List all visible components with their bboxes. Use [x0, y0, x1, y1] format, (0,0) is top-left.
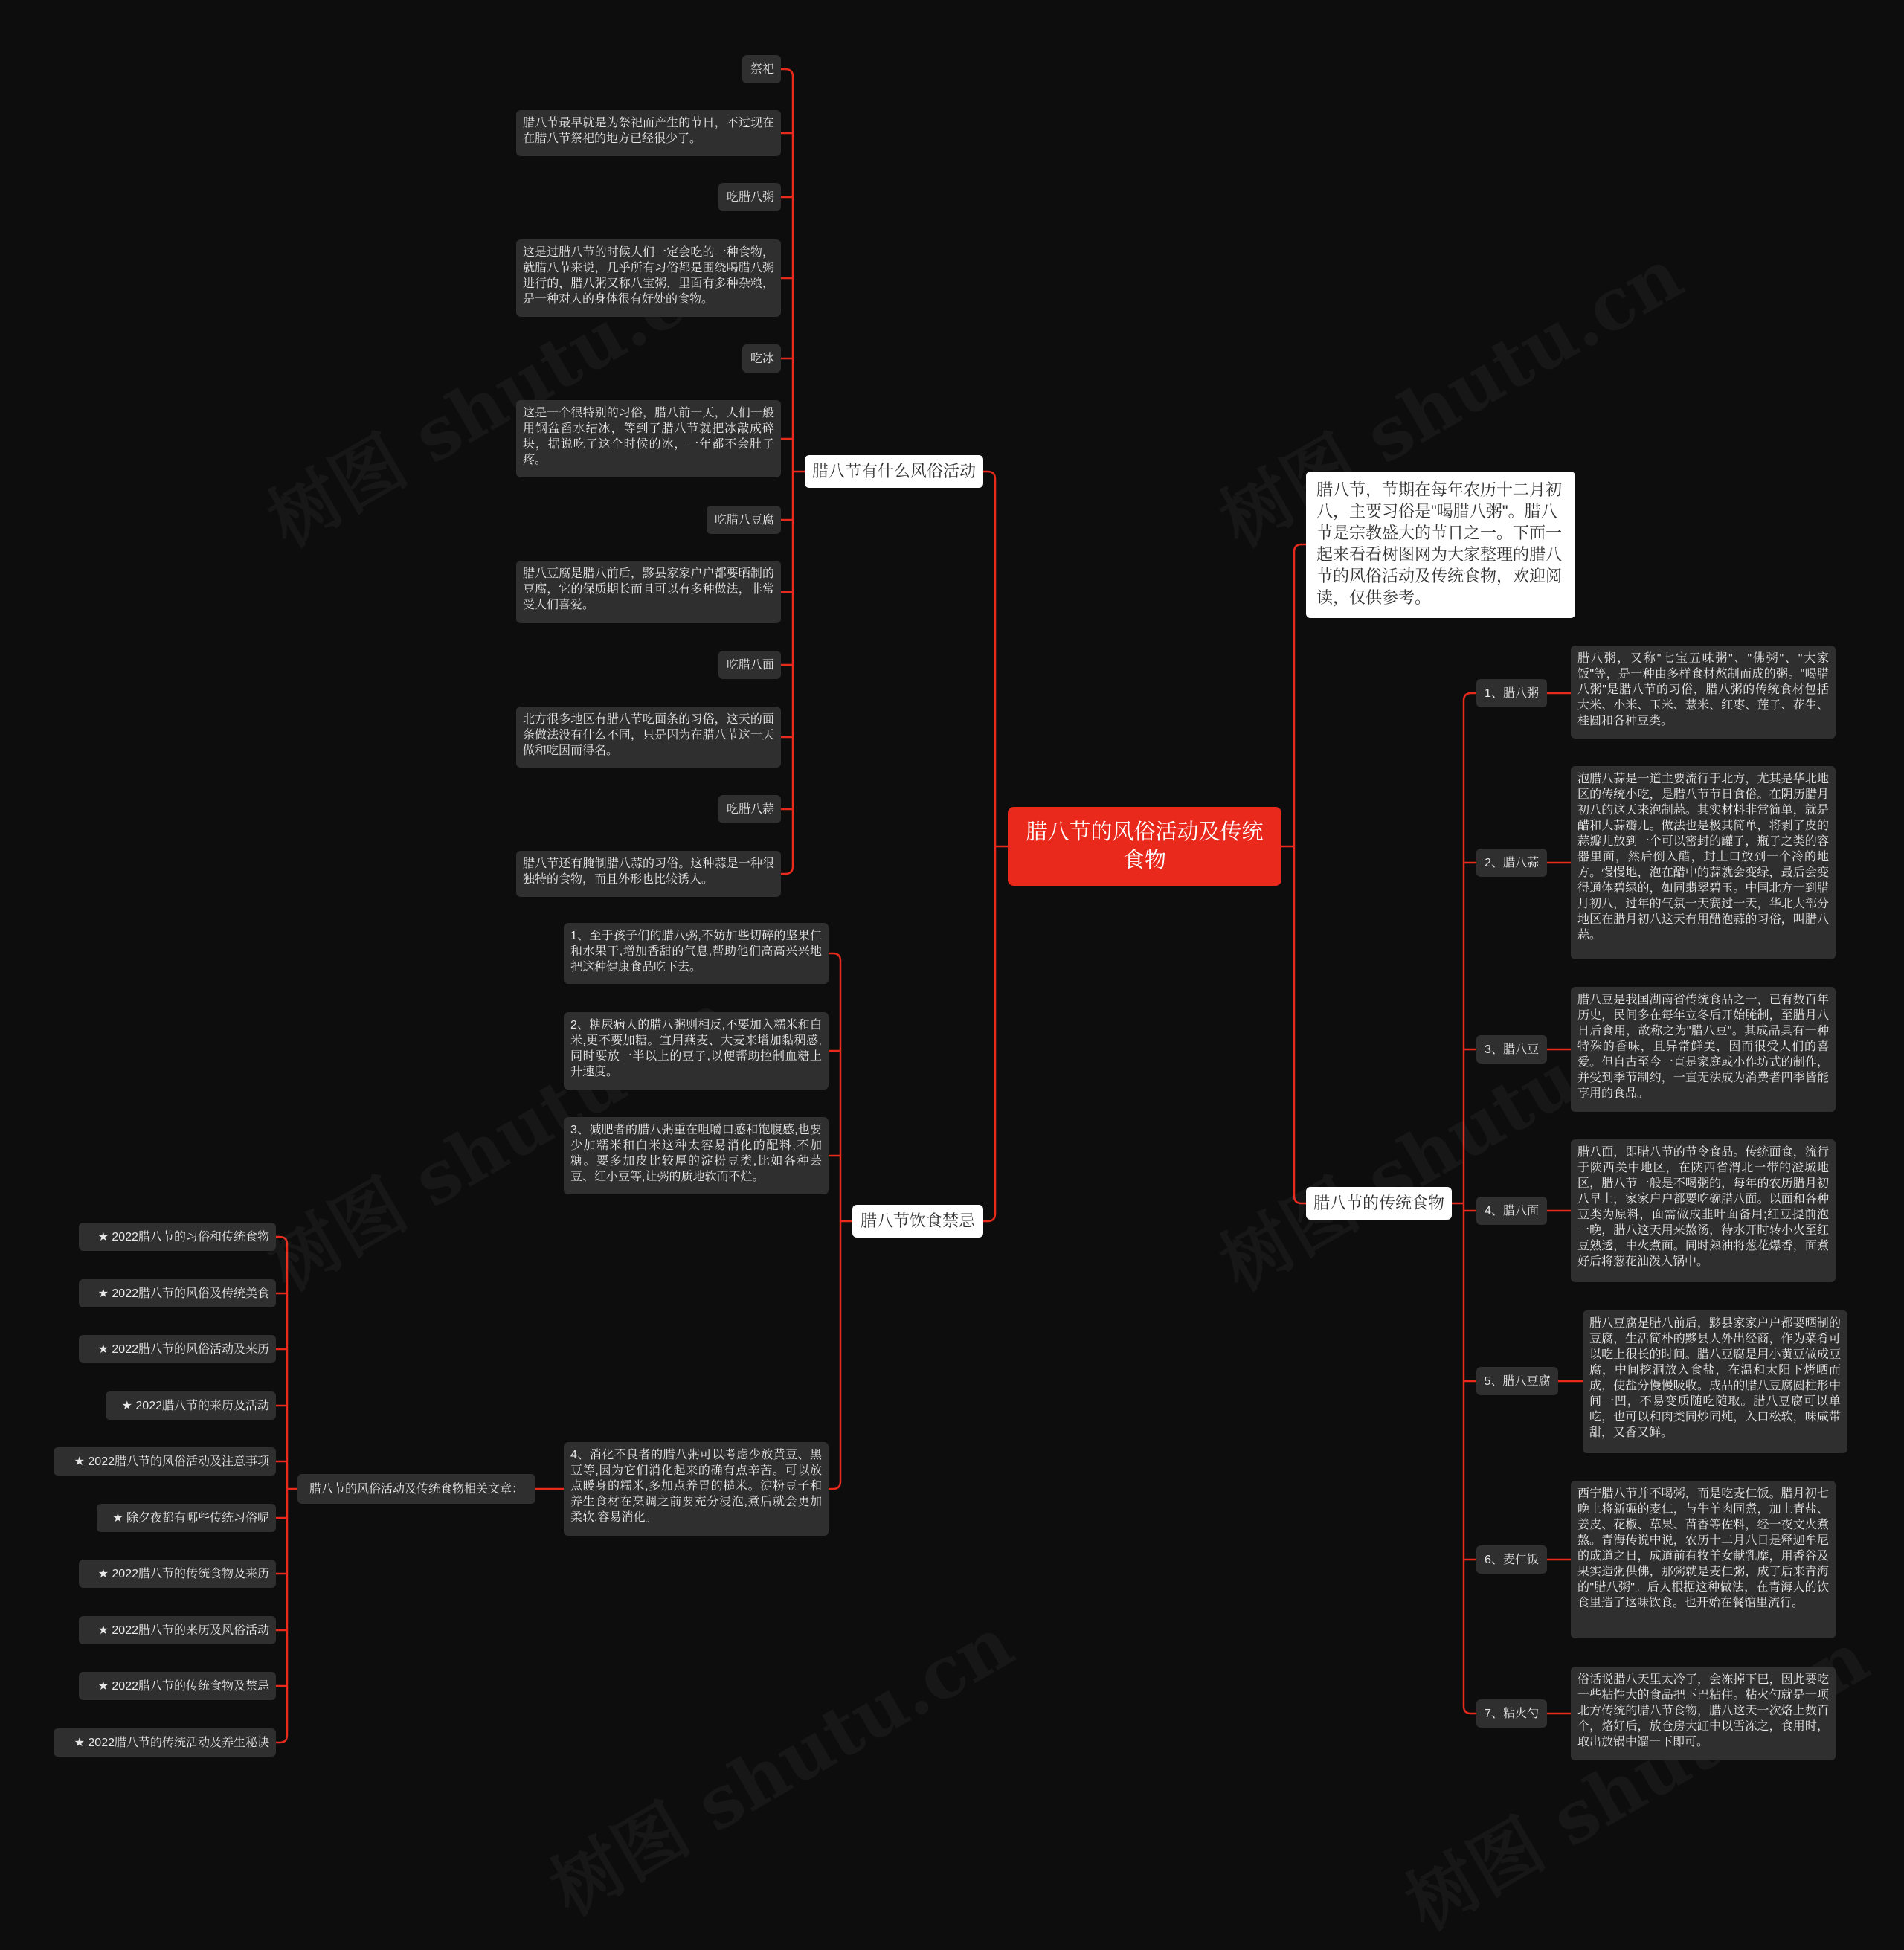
custom-item-garlic[interactable]: 吃腊八蒜 [718, 795, 781, 823]
related-articles-title[interactable]: 腊八节的风俗活动及传统食物相关文章： [298, 1474, 536, 1504]
connector [983, 1214, 995, 1221]
related-article-link[interactable]: ★ 2022腊八节的传统活动及养生秘诀 [54, 1728, 276, 1757]
intro-node[interactable]: 腊八节，节期在每年农历十二月初八，主要习俗是"喝腊八粥"。腊八节是宗教盛大的节日之一。下面一起来看看树图网为大家整理的腊八节的风俗活动及传统食物，欢迎阅读，仅供参考。 [1306, 472, 1575, 618]
custom-item-porridge[interactable]: 吃腊八粥 [718, 183, 781, 211]
connector [1294, 544, 1306, 552]
taboo-item-diet[interactable]: 3、减肥者的腊八粥重在咀嚼口感和饱腹感,也要少加糯米和白米这种太容易消化的配料,不加糖。要多加皮比较厚的淀粉豆类,比如各种芸豆、红小豆等,让粥的质地软而不烂。 [564, 1117, 829, 1194]
custom-item-porridge-desc[interactable]: 这是过腊八节的时候人们一定会吃的一种食物，就腊八节来说，几乎所有习俗都是围绕喝腊八粥进行的，腊八粥又称八宝粥，里面有多种杂粮，是一种对人的身体很有好处的食物。 [516, 239, 781, 317]
branch-foods[interactable]: 腊八节的传统食物 [1306, 1187, 1452, 1220]
food-label-fire-spoon[interactable]: 7、粘火勺 [1476, 1699, 1547, 1728]
root-node[interactable]: 腊八节的风俗活动及传统食物 [1008, 807, 1281, 886]
connector [829, 953, 840, 961]
food-desc-fire-spoon[interactable]: 俗话说腊八天里太冷了，会冻掉下巴，因此要吃一些粘性大的食品把下巴粘住。粘火勺就是一项北方传统的腊八节食物，腊八这天一次烙上数百个，烙好后，放仓房大缸中以雪冻之，食用时，取出放锅中馏一下即可。 [1571, 1667, 1836, 1760]
taboo-item-indigestion[interactable]: 4、消化不良者的腊八粥可以考虑少放黄豆、黑豆等,因为它们消化起来的确有点辛苦。可以放点暖身的糯米,多加点养胃的糙米。淀粉豆子和养生食材在烹调之前要充分浸泡,煮后就会更加柔软,容易消化。 [564, 1442, 829, 1536]
food-label-beans[interactable]: 3、腊八豆 [1476, 1035, 1547, 1064]
custom-item-tofu[interactable]: 吃腊八豆腐 [707, 506, 781, 534]
related-article-link[interactable]: ★ 2022腊八节的习俗和传统食物 [79, 1223, 276, 1251]
food-label-wheat-rice[interactable]: 6、麦仁饭 [1476, 1545, 1547, 1574]
custom-item-noodles[interactable]: 吃腊八面 [718, 651, 781, 679]
related-article-link[interactable]: ★ 除夕夜都有哪些传统习俗呢 [97, 1504, 276, 1532]
related-article-link[interactable]: ★ 2022腊八节的风俗活动及注意事项 [54, 1447, 276, 1476]
custom-item-garlic-desc[interactable]: 腊八节还有腌制腊八蒜的习俗。这种蒜是一种很独特的食物，而且外形也比较诱人。 [516, 851, 781, 897]
food-desc-beans[interactable]: 腊八豆是我国湖南省传统食品之一，已有数百年历史，民间多在每年立冬后开始腌制，至腊月八日后食用，故称之为"腊八豆"。其成品具有一种特殊的香味，且异常鲜美，因而很受人们的喜爱。但自古至今一直是家庭或小作坊式的制作，并受到季节制约，一直无法成为消费者四季皆能享用的食品。 [1571, 987, 1836, 1112]
branch-taboos[interactable]: 腊八节饮食禁忌 [852, 1205, 983, 1238]
food-label-porridge[interactable]: 1、腊八粥 [1476, 679, 1547, 707]
connector [983, 472, 995, 479]
custom-item-sacrifice-desc[interactable]: 腊八节最早就是为祭祀而产生的节日，不过现在在腊八节祭祀的地方已经很少了。 [516, 110, 781, 156]
related-article-link[interactable]: ★ 2022腊八节的来历及风俗活动 [79, 1616, 276, 1644]
custom-item-tofu-desc[interactable]: 腊八豆腐是腊八前后，黟县家家户户都要晒制的豆腐，它的保质期长而且可以有多种做法，非常受人们喜爱。 [516, 561, 781, 623]
connector [276, 1735, 287, 1743]
food-desc-wheat-rice[interactable]: 西宁腊八节并不喝粥，而是吃麦仁饭。腊月初七晚上将新碾的麦仁，与牛羊肉同煮，加上青盐、姜皮、花椒、草果、苗香等佐料，经一夜文火煮熬。青海传说中说，农历十二月八日是释迦牟尼的成道之日，成道前有牧羊女献乳糜，用香谷及果实造粥供佛，那粥就是麦仁粥，成了后来青海的"腊八粥"。后人根据这种做法，在青海人的饮食里造了这味饮食。也开始在餐馆里流行。 [1571, 1481, 1836, 1638]
connector [829, 1481, 840, 1489]
related-article-link[interactable]: ★ 2022腊八节的传统食物及禁忌 [79, 1672, 276, 1700]
connector [781, 69, 793, 77]
branch-customs[interactable]: 腊八节有什么风俗活动 [805, 455, 983, 488]
food-desc-garlic[interactable]: 泡腊八蒜是一道主要流行于北方，尤其是华北地区的传统小吃，是腊八节节日食俗。在阴历腊月初八的这天来泡制蒜。其实材料非常简单，就是醋和大蒜瓣儿。做法也是极其简单，将剥了皮的蒜瓣儿放到一个可以密封的罐子，瓶子之类的容器里面，然后倒入醋，封上口放到一个冷的地方。慢慢地，泡在醋中的蒜就会变绿，最后会变得通体碧绿的，如同翡翠碧玉。中国北方一到腊月初八，过年的气氛一天赛过一天，华北大部分地区在腊月初八这天有用醋泡蒜的习俗，叫腊八蒜。 [1571, 766, 1836, 959]
connector [1464, 693, 1476, 701]
food-desc-noodles[interactable]: 腊八面，即腊八节的节令食品。传统面食，流行于陕西关中地区，在陕西省渭北一带的澄城地区，腊八节一般是不喝粥的，每年的农历腊月初八早上，家家户户都要吃碗腊八面。以面和各种豆类为原料，面需做成韭叶面备用;红豆提前泡一晚，腊八这天用来熬汤，待水开时转小火至红豆熟透，中火煮面。同时熟油将葱花爆香，面煮好后将葱花油泼入锅中。 [1571, 1139, 1836, 1282]
food-desc-tofu[interactable]: 腊八豆腐是腊八前后，黟县家家户户都要晒制的豆腐，生活简朴的黟县人外出经商，作为菜肴可以吃上很长的时间。腊八豆腐是用小黄豆做成豆腐，中间挖洞放入食盐，在温和太阳下烤晒而成，使盐分慢慢吸收。成品的腊八豆腐圆柱形中间一凹，不易变质随吃随取。腊八豆腐可以单吃，也可以和肉类同炒同炖，入口松软，味咸带甜，又香又鲜。 [1583, 1310, 1847, 1453]
taboo-item-children[interactable]: 1、至于孩子们的腊八粥,不妨加些切碎的坚果仁和水果干,增加香甜的气息,帮助他们高高兴兴地把这种健康食品吃下去。 [564, 923, 829, 984]
custom-item-ice-desc[interactable]: 这是一个很特别的习俗，腊八前一天，人们一般用钢盆舀水结冰，等到了腊八节就把冰敲成碎块，据说吃了这个时候的冰，一年都不会肚子疼。 [516, 400, 781, 477]
related-article-link[interactable]: ★ 2022腊八节的来历及活动 [106, 1391, 276, 1420]
food-desc-porridge[interactable]: 腊八粥，又称"七宝五味粥"、"佛粥"、"大家饭"等，是一种由多样食材熬制而成的粥。"喝腊八粥"是腊八节的习俗，腊八粥的传统食材包括大米、小米、玉米、薏米、红枣、莲子、花生、桂圆和各种豆类。 [1571, 646, 1836, 739]
food-label-noodles[interactable]: 4、腊八面 [1476, 1197, 1547, 1225]
food-label-garlic[interactable]: 2、腊八蒜 [1476, 849, 1547, 877]
custom-item-sacrifice[interactable]: 祭祀 [742, 55, 781, 83]
taboo-item-diabetes[interactable]: 2、糖尿病人的腊八粥则相反,不要加入糯米和白米,更不要加糖。宜用燕麦、大麦来增加黏稠感,同时要放一半以上的豆子,以便帮助控制血糖上升速度。 [564, 1012, 829, 1090]
related-article-link[interactable]: ★ 2022腊八节的风俗及传统美食 [79, 1279, 276, 1307]
custom-item-noodles-desc[interactable]: 北方很多地区有腊八节吃面条的习俗，这天的面条做法没有什么不同，只是因为在腊八节这一天做和吃因而得名。 [516, 707, 781, 768]
connector [1464, 1706, 1476, 1714]
custom-item-ice[interactable]: 吃冰 [742, 344, 781, 373]
related-article-link[interactable]: ★ 2022腊八节的风俗活动及来历 [79, 1335, 276, 1363]
related-article-link[interactable]: ★ 2022腊八节的传统食物及来历 [79, 1560, 276, 1588]
connector [781, 866, 793, 874]
food-label-tofu[interactable]: 5、腊八豆腐 [1476, 1367, 1558, 1395]
